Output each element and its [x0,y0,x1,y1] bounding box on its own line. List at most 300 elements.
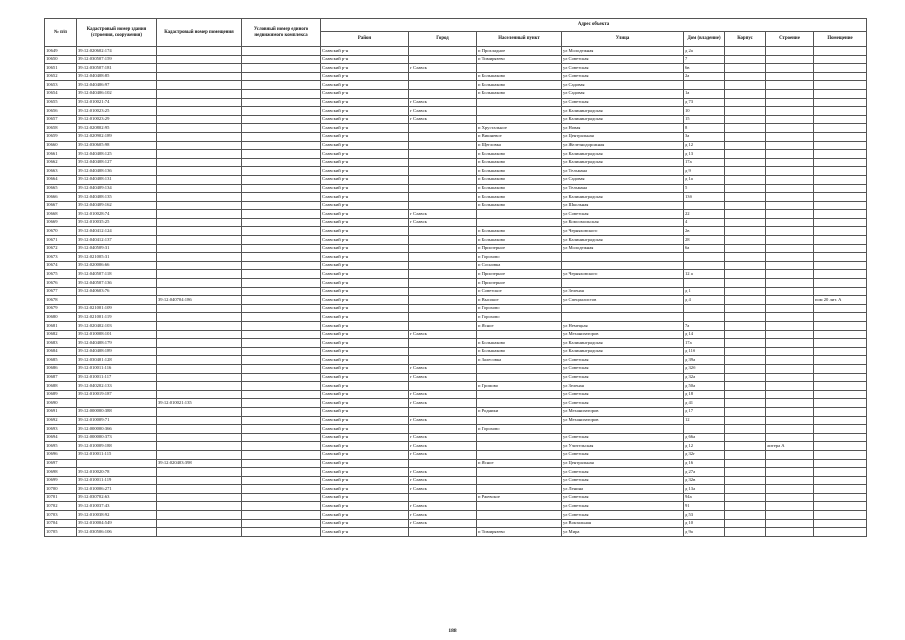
cell-settlement: п Большаково [477,227,562,236]
cell-settlement: п Большаково [477,175,562,184]
cell-cad-building: 39:12:040408:125 [77,150,157,159]
cell-city [409,184,477,193]
cell-pomeshchenie [814,167,867,176]
cell-num: 10649 [45,47,77,56]
cell-house: 4 [684,218,725,227]
cell-cad-building: 39:12:010038:92 [77,511,157,520]
cell-num: 10698 [45,468,77,477]
cell-street: ул Железнодорожная [562,141,684,150]
cell-cad-building: 39:12:030605:98 [77,141,157,150]
cell-stroenie [766,476,814,485]
cell-house: д 11б [684,347,725,356]
cell-stroenie [766,485,814,494]
table-row [45,330,867,339]
cell-cad-room [157,322,242,331]
cell-stroenie [766,167,814,176]
cell-stroenie [766,201,814,210]
cell-cad-room: 39:12:020403:398 [157,459,242,468]
cell-city [409,150,477,159]
cell-settlement: п Большаково [477,193,562,202]
cell-cad-building [77,399,157,408]
cell-cond-number [242,72,321,81]
cell-num: 10672 [45,244,77,253]
cell-district: Славский р-н [321,107,409,116]
header-pomeshchenie: Помещение [814,32,867,47]
cell-cad-room [157,373,242,382]
cell-city [409,279,477,288]
cell-cad-room [157,201,242,210]
cell-cad-room [157,55,242,64]
cell-house: 6в [684,64,725,73]
cell-pomeshchenie [814,425,867,434]
cell-korpus [725,158,766,167]
cell-num: 10687 [45,373,77,382]
cell-pomeshchenie [814,218,867,227]
table-row [45,210,867,219]
cell-city: г Славск [409,442,477,451]
cell-num: 10674 [45,261,77,270]
cell-cond-number [242,364,321,373]
cell-settlement: п Ясное [477,322,562,331]
table-row [45,339,867,348]
cell-korpus [725,150,766,159]
cell-cond-number [242,47,321,56]
cell-cond-number [242,416,321,425]
cell-district: Славский р-н [321,459,409,468]
cell-settlement: п Высокое [477,296,562,305]
cell-city: г Славск [409,476,477,485]
cell-stroenie [766,407,814,416]
cell-num: 10669 [45,218,77,227]
cell-settlement [477,210,562,219]
cell-cad-building: 39:12:030702:63 [77,493,157,502]
cell-cond-number [242,304,321,313]
cell-city [409,261,477,270]
cell-settlement [477,442,562,451]
cell-pomeshchenie [814,502,867,511]
cell-district: Славский р-н [321,502,409,511]
cell-cad-building: 39:12:010008:101 [77,330,157,339]
cell-city [409,201,477,210]
cell-cad-room [157,433,242,442]
cell-korpus [725,330,766,339]
cell-district: Славский р-н [321,450,409,459]
cell-house: д 27а [684,468,725,477]
cell-korpus [725,55,766,64]
cell-settlement [477,98,562,107]
table-row [45,364,867,373]
cell-city [409,193,477,202]
cell-street: ул Советская [562,98,684,107]
cell-num: 10661 [45,150,77,159]
cell-stroenie [766,339,814,348]
cell-district: Славский р-н [321,132,409,141]
table-row [45,433,867,442]
cell-settlement [477,502,562,511]
cell-city [409,158,477,167]
cell-cond-number [242,459,321,468]
cell-korpus [725,64,766,73]
cell-settlement: п Приозерное [477,244,562,253]
cell-num: 10682 [45,330,77,339]
table-row [45,322,867,331]
cell-pomeshchenie [814,227,867,236]
cell-cond-number [242,167,321,176]
cell-pomeshchenie [814,322,867,331]
cell-stroenie [766,493,814,502]
cell-cad-building: 39:12:030506:106 [77,528,157,537]
cell-stroenie [766,322,814,331]
cell-cad-building: 39:12:010009:71 [77,416,157,425]
cell-stroenie [766,72,814,81]
cell-num: 10684 [45,347,77,356]
cell-house [684,201,725,210]
cell-cad-room [157,89,242,98]
cell-pomeshchenie [814,89,867,98]
cell-street [562,253,684,262]
cell-house: д 17 [684,407,725,416]
header-cond-number: Условный номер единого недвижимого комплекса [242,19,321,47]
cell-cad-room [157,442,242,451]
cell-house: 15 [684,115,725,124]
cell-cad-room [157,485,242,494]
cell-district: Славский р-н [321,210,409,219]
cell-district: Славский р-н [321,356,409,365]
cell-stroenie [766,347,814,356]
cell-city [409,382,477,391]
cell-district: Славский р-н [321,253,409,262]
cell-settlement [477,433,562,442]
cell-city [409,89,477,98]
cell-street: ул Калининградская [562,115,684,124]
table-row [45,519,867,528]
cell-pomeshchenie [814,313,867,322]
header-stroenie: Строение [766,32,814,47]
cell-num: 10679 [45,304,77,313]
cell-korpus [725,459,766,468]
cell-cad-room [157,132,242,141]
cell-settlement: п Тимирязево [477,528,562,537]
cell-korpus [725,433,766,442]
cell-district: Славский р-н [321,270,409,279]
cell-korpus [725,450,766,459]
cell-pomeshchenie [814,261,867,270]
cell-cad-room [157,304,242,313]
cell-house: д 32б [684,364,725,373]
cell-pomeshchenie [814,81,867,90]
cell-stroenie [766,433,814,442]
cell-house: 13б [684,193,725,202]
cell-city [409,347,477,356]
cell-cad-building: 39:12:020902:189 [77,132,157,141]
cell-city [409,253,477,262]
table-row [45,373,867,382]
cell-korpus [725,382,766,391]
cell-korpus [725,485,766,494]
table-row [45,141,867,150]
cell-cad-building: 39:12:040408:131 [77,175,157,184]
cell-korpus [725,236,766,245]
cell-cond-number [242,270,321,279]
cell-stroenie [766,528,814,537]
cell-num: 10667 [45,201,77,210]
cell-korpus [725,184,766,193]
cell-settlement: п Ржевское [477,493,562,502]
cell-settlement [477,107,562,116]
cell-stroenie: литера А [766,442,814,451]
cell-settlement: п Сосновка [477,261,562,270]
cell-cad-room [157,141,242,150]
table-row [45,416,867,425]
cell-city: г Славск [409,511,477,520]
cell-settlement: п Вишневое [477,132,562,141]
cell-stroenie [766,64,814,73]
cell-cad-building: 39:12:021001:109 [77,304,157,313]
cell-pomeshchenie [814,304,867,313]
cell-cad-room [157,339,242,348]
cell-cond-number [242,322,321,331]
cell-pomeshchenie [814,193,867,202]
cell-num: 10671 [45,236,77,245]
table-row [45,227,867,236]
cell-cond-number [242,132,321,141]
cell-settlement: п Большаково [477,89,562,98]
cell-city: г Славск [409,115,477,124]
cell-stroenie [766,227,814,236]
cell-pomeshchenie [814,132,867,141]
cell-stroenie [766,519,814,528]
cell-stroenie [766,425,814,434]
cell-district: Славский р-н [321,55,409,64]
cell-cond-number [242,493,321,502]
cell-stroenie [766,115,814,124]
cell-district: Славский р-н [321,330,409,339]
cell-cad-room [157,528,242,537]
cell-cad-building: 39:12:040408:189 [77,347,157,356]
cell-stroenie [766,296,814,305]
cell-house: д 18 [684,390,725,399]
cell-cad-room [157,81,242,90]
cell-korpus [725,279,766,288]
cell-house: 94а [684,493,725,502]
cell-street: ул Черняховского [562,227,684,236]
table-row [45,193,867,202]
cell-stroenie [766,468,814,477]
header-korpus: Корпус [725,32,766,47]
header-row-top [45,19,867,32]
cell-cad-room [157,287,242,296]
cell-settlement [477,416,562,425]
cell-cond-number [242,64,321,73]
cell-house: 1а [684,89,725,98]
cell-korpus [725,313,766,322]
cell-street: ул Калининградская [562,193,684,202]
cell-cad-room [157,450,242,459]
cell-district: Славский р-н [321,390,409,399]
cell-cad-building: 39:12:030507:181 [77,64,157,73]
cell-cond-number [242,502,321,511]
cell-korpus [725,167,766,176]
cell-num: 10660 [45,141,77,150]
cell-district: Славский р-н [321,64,409,73]
cell-pomeshchenie [814,210,867,219]
cell-cad-building [77,296,157,305]
cell-cad-building: 39:12:040507:136 [77,279,157,288]
cell-cad-building: 39:12:000000:373 [77,433,157,442]
cell-street: ул Советская [562,511,684,520]
cell-cond-number [242,287,321,296]
cell-district: Славский р-н [321,511,409,520]
cell-korpus [725,390,766,399]
cell-street: ул Советская [562,433,684,442]
table-row [45,89,867,98]
cell-street: ул Калининградская [562,347,684,356]
cell-house: 2а [684,72,725,81]
cell-korpus [725,261,766,270]
cell-settlement [477,218,562,227]
cell-city [409,244,477,253]
cell-cad-building: 39:12:010035:25 [77,218,157,227]
cell-pomeshchenie [814,201,867,210]
cell-house [684,313,725,322]
cell-cad-building: 39:12:040409:162 [77,201,157,210]
cell-city [409,313,477,322]
cell-pomeshchenie [814,47,867,56]
cell-cond-number [242,407,321,416]
cell-city [409,175,477,184]
table-row [45,382,867,391]
cell-settlement [477,450,562,459]
cell-house: 7 [684,55,725,64]
cell-num: 10659 [45,132,77,141]
cell-cad-building: 39:12:040509:31 [77,244,157,253]
cell-district: Славский р-н [321,313,409,322]
cell-cond-number [242,244,321,253]
cell-street: ул Школьная [562,201,684,210]
cell-district: Славский р-н [321,296,409,305]
cell-num: 10701 [45,493,77,502]
table-row [45,502,867,511]
cell-house: 8 [684,124,725,133]
cell-district: Славский р-н [321,184,409,193]
cell-house [684,253,725,262]
cell-korpus [725,115,766,124]
cell-num: 10691 [45,407,77,416]
cell-cad-room [157,98,242,107]
cell-settlement [477,468,562,477]
cell-street: ул Советская [562,373,684,382]
header-district: Район [321,32,409,47]
cell-stroenie [766,390,814,399]
cell-num: 10685 [45,356,77,365]
cell-district: Славский р-н [321,193,409,202]
cell-korpus [725,72,766,81]
cell-cad-room [157,227,242,236]
cell-cad-building: 39:12:010011:119 [77,476,157,485]
cell-korpus [725,511,766,520]
cell-settlement: п Ясное [477,459,562,468]
header-address: Адрес объекта [321,19,867,32]
cell-district: Славский р-н [321,528,409,537]
cell-cad-room [157,107,242,116]
cell-district: Славский р-н [321,201,409,210]
cell-street: ул Садовая [562,89,684,98]
cell-cad-building: 39:12:030507:159 [77,55,157,64]
cell-korpus [725,47,766,56]
cell-korpus [725,81,766,90]
cell-settlement: п Приозерное [477,279,562,288]
cell-cad-building: 39:12:040408:179 [77,339,157,348]
cell-num: 10657 [45,115,77,124]
cell-korpus [725,399,766,408]
table-row [45,124,867,133]
cell-street [562,313,684,322]
cell-settlement [477,511,562,520]
cell-pomeshchenie [814,459,867,468]
table-body [45,47,867,537]
cell-city: г Славск [409,330,477,339]
cell-district: Славский р-н [321,81,409,90]
cell-pomeshchenie [814,55,867,64]
cell-district: Славский р-н [321,425,409,434]
cell-cad-building: 39:12:000000:366 [77,425,157,434]
cell-cad-building: 39:12:040412:124 [77,227,157,236]
cell-korpus [725,141,766,150]
cell-city: г Славск [409,364,477,373]
cell-street: ул Зеленая [562,287,684,296]
page-number: 188 [448,628,457,634]
cell-city [409,236,477,245]
cell-city [409,167,477,176]
cell-cad-building: 39:12:000000:388 [77,407,157,416]
cell-num: 10702 [45,502,77,511]
cell-city [409,296,477,305]
cell-house: 10 [684,107,725,116]
cell-street: ул Центральная [562,132,684,141]
table-row [45,244,867,253]
cell-stroenie [766,184,814,193]
cell-stroenie [766,218,814,227]
cell-cond-number [242,390,321,399]
cell-district: Славский р-н [321,89,409,98]
cell-settlement: п Большаково [477,339,562,348]
cell-korpus [725,407,766,416]
cell-street: ул Тельмана [562,184,684,193]
cell-district: Славский р-н [321,347,409,356]
cell-cad-building: 39:12:010028:74 [77,210,157,219]
cell-num: 10693 [45,425,77,434]
cell-num: 10673 [45,253,77,262]
cell-street: ул Советская [562,356,684,365]
cell-street [562,304,684,313]
cell-cad-room [157,364,242,373]
cell-city [409,55,477,64]
cell-num: 10663 [45,167,77,176]
cell-street: ул Механизаторов [562,416,684,425]
cell-cond-number [242,107,321,116]
cell-num: 10689 [45,390,77,399]
cell-house: д 4 [684,296,725,305]
cell-cad-room [157,468,242,477]
cell-korpus [725,356,766,365]
cell-street: ул Садовая [562,81,684,90]
cell-street: ул Тельмана [562,167,684,176]
cell-num: 10650 [45,55,77,64]
cell-cond-number [242,442,321,451]
cell-cad-building: 39:12:021005:31 [77,253,157,262]
cell-korpus [725,339,766,348]
table-row [45,296,867,305]
